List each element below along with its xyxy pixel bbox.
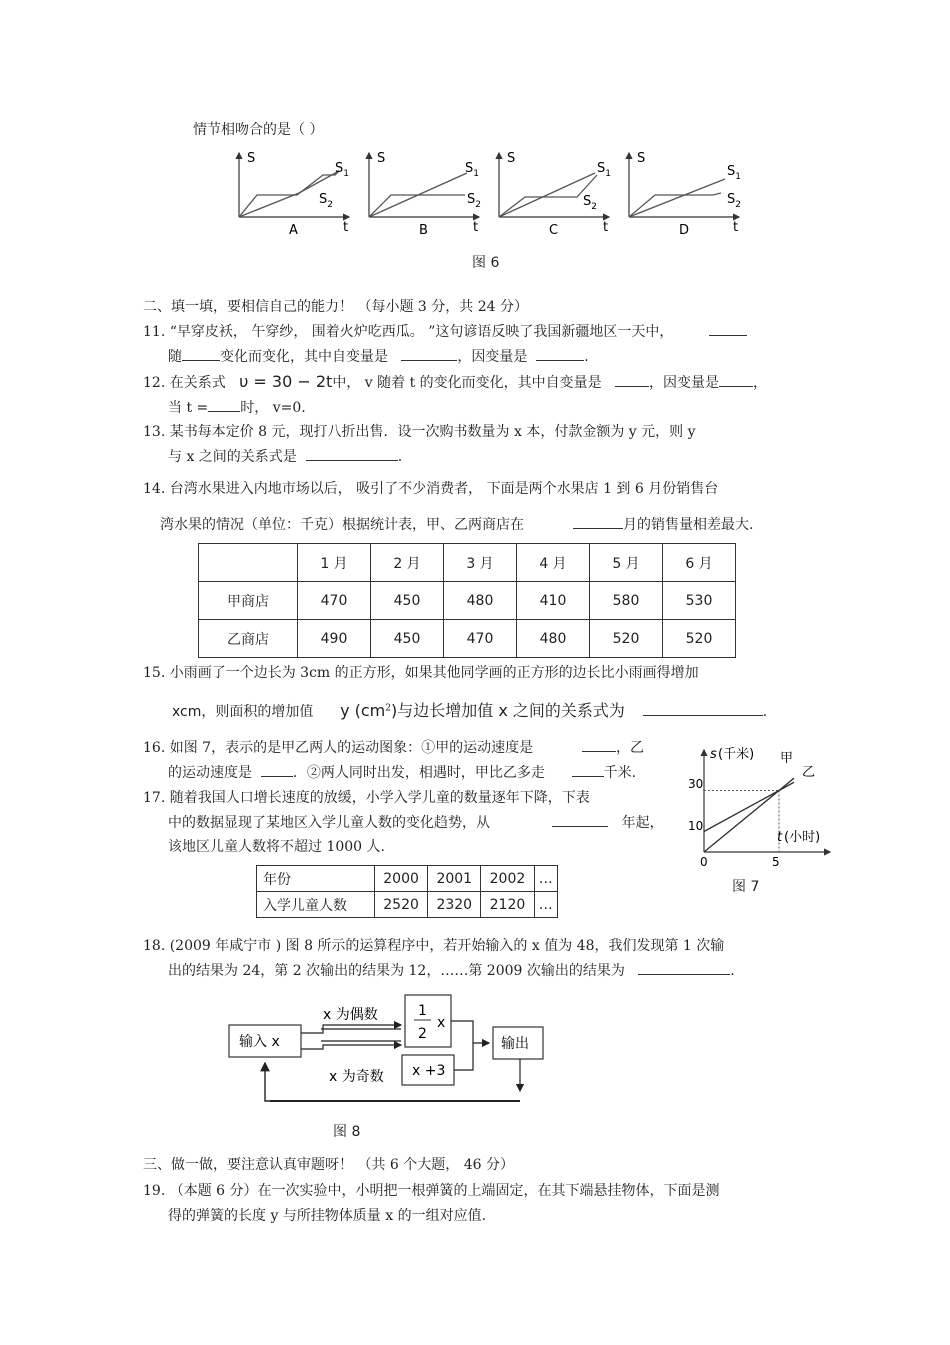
legend-jia: 甲 (780, 751, 794, 766)
table-cell: 450 (371, 620, 444, 658)
table-row (199, 582, 736, 620)
table-cell: 410 (517, 582, 590, 620)
fig6-c-axis-t: t (603, 220, 609, 235)
q11-line1: 11. “早穿皮袄， 午穿纱， 围着火炉吃西瓜。 ”这句谚语反映了我国新疆地区一天中， (143, 321, 747, 341)
table-cell: 3 月 (444, 544, 517, 582)
q19-line2: 得的弹簧的长度 y 与所挂物体质量 x 的一组对应值. (168, 1208, 487, 1224)
fig6-c-axis-s: S (507, 151, 516, 166)
q13-line2: 与 x 之间的关系式是 . (168, 446, 402, 466)
table-cell: 580 (590, 582, 663, 620)
q12-line1: 12. 在关系式 υ = 30 − 2t中， v 随着 t 的变化而变化，其中自变量是 ，因变量是 ， (143, 372, 768, 391)
table-cell: 450 (371, 582, 444, 620)
table-cell: 2002 (481, 866, 534, 892)
fig6-c-s2: $S_2$ (583, 194, 597, 212)
output-label: 输出 (501, 1036, 529, 1052)
origin-tick-0: 0 (700, 855, 708, 869)
fig6-d-s1: $S_1$ (727, 164, 741, 182)
table-cell: 520 (590, 620, 663, 658)
fig6-b-s2: $S_2$ (467, 192, 481, 210)
sales-table (198, 543, 736, 658)
fig6-b-axis-t: t (473, 220, 479, 235)
table-cell: 2520 (375, 892, 428, 918)
q17-line2: 中的数据显现了某地区入学儿童人数的变化趋势，从 年起， (168, 812, 664, 832)
q18-line1: 18. (2009 年咸宁市 ) 图 8 所示的运算程序中，若开始输入的 x 值为 48，我们发现第 1 次输 (143, 938, 725, 954)
input-label: 输入 x (239, 1034, 280, 1050)
plus3-label: x +3 (412, 1063, 446, 1079)
section2-title: 二、填一填，要相信自己的能力！ （每小题 3 分，共 24 分） (143, 299, 528, 315)
table-cell: 5 月 (590, 544, 663, 582)
table-row (199, 620, 736, 658)
fig6-label-d: D (679, 223, 690, 238)
odd-label: x 为奇数 (329, 1069, 384, 1085)
table-cell: 年份 (257, 866, 375, 892)
intro-line: 情节相吻合的是（ ） (193, 122, 324, 138)
figure-6 (225, 145, 755, 245)
table-cell: 甲商店 (199, 582, 298, 620)
fig6-panel-b (369, 151, 481, 238)
y-tick-10: 10 (688, 819, 704, 833)
table-cell: 2 月 (371, 544, 444, 582)
fig6-a-axis-t: t (343, 220, 349, 235)
table-cell: 470 (444, 620, 517, 658)
x-tick-5: 5 (772, 855, 780, 869)
table-cell: … (534, 866, 557, 892)
figure-7-chart (680, 738, 840, 873)
table-cell: 490 (298, 620, 371, 658)
table-cell: 入学儿童人数 (257, 892, 375, 918)
x-axis-label-t: t (777, 830, 783, 845)
q12-formula: υ = 30 − 2t (239, 372, 333, 391)
y-axis-label-unit: (千米) (718, 747, 755, 762)
table-cell: 4 月 (517, 544, 590, 582)
y-tick-30: 30 (688, 777, 704, 791)
fig6-c-s1: $S_1$ (597, 161, 611, 179)
q19-line1: 19. （本题 6 分）在一次实验中，小明把一根弹簧的上端固定，在其下端悬挂物体，下面是测 (143, 1183, 720, 1199)
q17-line1: 17. 随着我国人口增长速度的放缓，小学入学儿童的数量逐年下降，下表 (143, 790, 590, 806)
fig6-panel-d (629, 151, 741, 238)
fraction-x: x (437, 1015, 446, 1031)
table-cell (199, 544, 298, 582)
table-cell: 2001 (428, 866, 481, 892)
table-cell: 2000 (375, 866, 428, 892)
fig6-panel-a (239, 151, 349, 238)
q16-line1: 16. 如图 7，表示的是甲乙两人的运动图象：①甲的运动速度是 ，乙 (143, 737, 644, 757)
fig6-b-s1: $S_1$ (465, 161, 479, 179)
x-axis-label-unit: (小时) (784, 830, 821, 845)
fig6-b-axis-s: S (377, 151, 386, 166)
table-cell: 6 月 (663, 544, 736, 582)
fig8-caption: 图 8 (333, 1124, 361, 1140)
table-cell: 480 (444, 582, 517, 620)
fig6-label-b: B (419, 223, 428, 238)
table-row (257, 892, 558, 918)
odd-arrow (301, 1045, 401, 1049)
fig6-label-a: A (289, 223, 298, 238)
q18-line2: 出的结果为 24，第 2 次输出的结果为 12，……第 2009 次输出的结果为 . (168, 960, 735, 980)
figure-8-flowchart (225, 985, 565, 1110)
section3-title: 三、做一做，要注意认真审题呀！ （共 6 个大题， 46 分） (143, 1157, 514, 1173)
even-label: x 为偶数 (323, 1007, 378, 1023)
table-cell: 乙商店 (199, 620, 298, 658)
q12-line2: 当 t = 时， v=0. (168, 397, 306, 417)
table-cell: … (534, 892, 557, 918)
series-line-yi (704, 782, 794, 831)
q14-line1: 14. 台湾水果进入内地市场以后， 吸引了不少消费者， 下面是两个水果店 1 到 6 月份销售台 (143, 481, 719, 497)
q16-line2: 的运动速度是 ．②两人同时出发，相遇时，甲比乙多走 千米. (168, 762, 636, 782)
fig6-d-axis-t: t (733, 220, 739, 235)
fig6-caption: 图 6 (472, 255, 500, 271)
q15-line2: xcm，则面积的增加值 y $(cm^2)$与边长增加值 x 之间的关系式为 . (172, 701, 768, 720)
fig7-caption: 图 7 (732, 879, 760, 895)
table-cell: 470 (298, 582, 371, 620)
table-cell: 1 月 (298, 544, 371, 582)
enrollment-table (256, 865, 558, 918)
fraction-numerator: 1 (418, 1003, 427, 1019)
fig6-a-s2: $S_2$ (319, 192, 333, 210)
fraction-denominator: 2 (418, 1026, 427, 1042)
q14-line2: 湾水果的情况（单位：千克）根据统计表，甲、乙两商店在 月的销售量相差最大. (160, 514, 753, 534)
table-cell: 520 (663, 620, 736, 658)
q11-line2: 随 变化而变化，其中自变量是 ，因变量是 . (168, 346, 589, 366)
q15-line1: 15. 小雨画了一个边长为 3cm 的正方形，如果其他同学画的正方形的边长比小雨画得增加 (143, 665, 699, 681)
feedback-arrow (265, 1063, 520, 1101)
merge-lines (451, 1021, 489, 1070)
table-header-row (199, 544, 736, 582)
fig6-d-s2: $S_2$ (727, 192, 741, 210)
table-header-row (257, 866, 558, 892)
legend-yi: 乙 (802, 765, 816, 780)
table-cell: 530 (663, 582, 736, 620)
table-cell: 480 (517, 620, 590, 658)
q13-line1: 13. 某书每本定价 8 元，现打八折出售．设一次购书数量为 x 本，付款金额为 y 元，则 y (143, 424, 696, 440)
fig6-d-axis-s: S (637, 151, 646, 166)
fig6-label-c: C (549, 223, 559, 238)
table-cell: 2120 (481, 892, 534, 918)
q17-line3: 该地区儿童人数将不超过 1000 人. (168, 839, 385, 855)
fig6-a-axis-s: S (247, 151, 256, 166)
fig6-a-s1: $S_1$ (335, 161, 349, 179)
y-axis-label-s: s (710, 747, 717, 762)
fig6-panel-c (499, 151, 611, 238)
table-cell: 2320 (428, 892, 481, 918)
